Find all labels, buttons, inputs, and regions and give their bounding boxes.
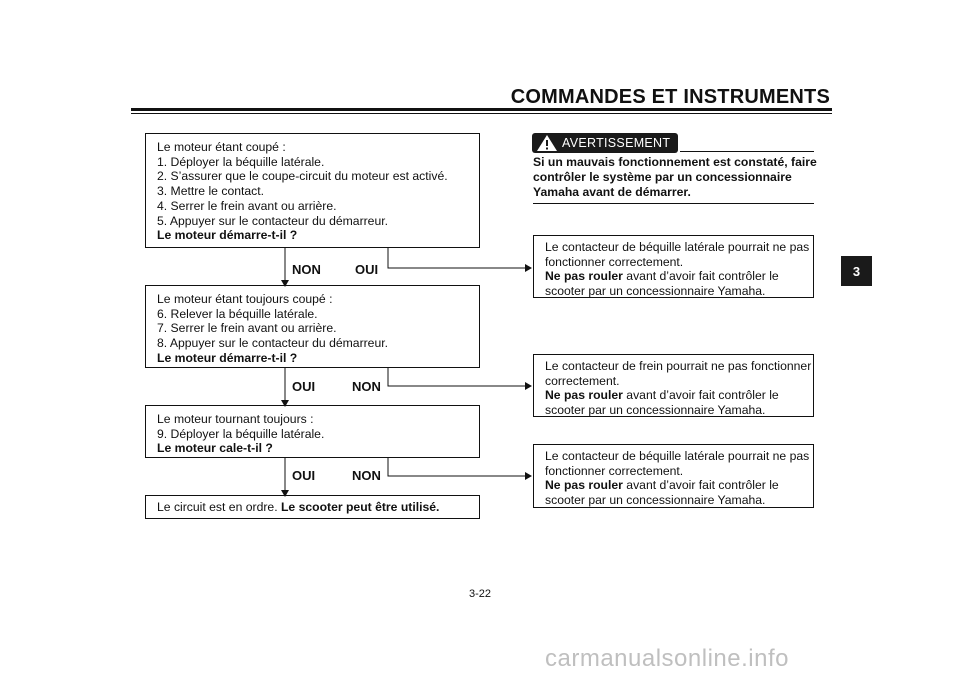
step3-line: Le moteur tournant toujours : bbox=[157, 412, 314, 426]
result-text: Le circuit est en ordre. bbox=[157, 500, 281, 514]
warning-badge bbox=[532, 133, 678, 153]
step3-answer-right: NON bbox=[352, 468, 381, 483]
step3-question: Le moteur cale-t-il ? bbox=[157, 441, 273, 456]
step3-line: 9. Déployer la béquille latérale. bbox=[157, 426, 325, 441]
connector-step3-right bbox=[388, 458, 527, 476]
step1-line: 4. Serrer le frein avant ou arrière. bbox=[157, 198, 337, 213]
outcome-line: Le contacteur de frein pourrait ne pas fonctionner bbox=[545, 359, 812, 373]
step2-line: 6. Relever la béquille latérale. bbox=[157, 306, 318, 321]
step2-question: Le moteur démarre-t-il ? bbox=[157, 350, 298, 365]
outcome1-box bbox=[533, 235, 814, 298]
outcome-line: Le contacteur de béquille latérale pourrait ne pas bbox=[545, 449, 810, 463]
outcome-warning-bold: Ne pas rouler bbox=[545, 388, 623, 403]
step1-box bbox=[145, 133, 480, 248]
page-title: COMMANDES ET INSTRUMENTS bbox=[510, 86, 830, 108]
step2-answer-down: OUI bbox=[292, 379, 316, 394]
step1-question: Le moteur démarre-t-il ? bbox=[157, 228, 298, 243]
step1-line: 2. S’assurer que le coupe-circuit du moteur est activé. bbox=[157, 169, 448, 184]
step2-line: 7. Serrer le frein avant ou arrière. bbox=[157, 321, 337, 336]
outcome-line: avant d’avoir fait contrôler le bbox=[622, 269, 779, 284]
page-number: 3-22 bbox=[468, 588, 492, 600]
warning-text: Si un mauvais fonctionnement est constaté, faire contrôler le système par un concessionnaire Yamaha avant de démarrer. bbox=[533, 155, 817, 199]
connector-step2-right bbox=[388, 368, 527, 386]
outcome-line: correctement. bbox=[545, 373, 620, 388]
watermark: carmanualsonline.info bbox=[545, 645, 789, 672]
outcome-line: scooter par un concessionnaire Yamaha. bbox=[545, 493, 766, 508]
step1-line: 1. Déployer la béquille latérale. bbox=[157, 154, 325, 169]
outcome3-box bbox=[533, 444, 814, 508]
step1-line: 5. Appuyer sur le contacteur du démarreur. bbox=[157, 213, 389, 228]
step1-line: 3. Mettre le contact. bbox=[157, 184, 265, 199]
outcome-warning-bold: Ne pas rouler bbox=[545, 478, 623, 493]
outcome-line: scooter par un concessionnaire Yamaha. bbox=[545, 403, 766, 418]
chapter-tab[interactable]: 3 bbox=[841, 256, 872, 286]
step1-answer-down: NON bbox=[292, 262, 321, 277]
warning-bottom-rule bbox=[533, 203, 814, 204]
step2-answer-right: NON bbox=[352, 379, 381, 394]
arrowhead bbox=[525, 472, 532, 480]
step1-line: Le moteur étant coupé : bbox=[157, 140, 286, 154]
step1-answer-right: OUI bbox=[355, 262, 379, 277]
outcome-line: Le contacteur de béquille latérale pourrait ne pas bbox=[545, 240, 810, 254]
outcome-line: avant d’avoir fait contrôler le bbox=[622, 388, 779, 403]
step2-line: 8. Appuyer sur le contacteur du démarreur. bbox=[157, 336, 389, 351]
outcome-warning-bold: Ne pas rouler bbox=[545, 269, 623, 284]
warning-badge-label: AVERTISSEMENT bbox=[562, 136, 671, 150]
arrowhead bbox=[525, 382, 532, 390]
arrowhead bbox=[525, 264, 532, 272]
result-box bbox=[145, 495, 480, 519]
outcome-line: fonctionner correctement. bbox=[545, 463, 684, 478]
step2-line: Le moteur étant toujours coupé : bbox=[157, 292, 333, 306]
step2-box bbox=[145, 285, 480, 368]
step3-box bbox=[145, 405, 480, 458]
outcome2-box bbox=[533, 354, 814, 417]
outcome-line: fonctionner correctement. bbox=[545, 254, 684, 269]
step3-answer-down: OUI bbox=[292, 468, 316, 483]
result-bold-text: Le scooter peut être utilisé. bbox=[280, 500, 440, 514]
warning-triangle-icon bbox=[536, 134, 558, 152]
warning-header-rule bbox=[680, 151, 814, 152]
outcome-line: avant d’avoir fait contrôler le bbox=[622, 478, 779, 493]
connector-step1-right bbox=[388, 248, 527, 268]
outcome-line: scooter par un concessionnaire Yamaha. bbox=[545, 284, 766, 299]
